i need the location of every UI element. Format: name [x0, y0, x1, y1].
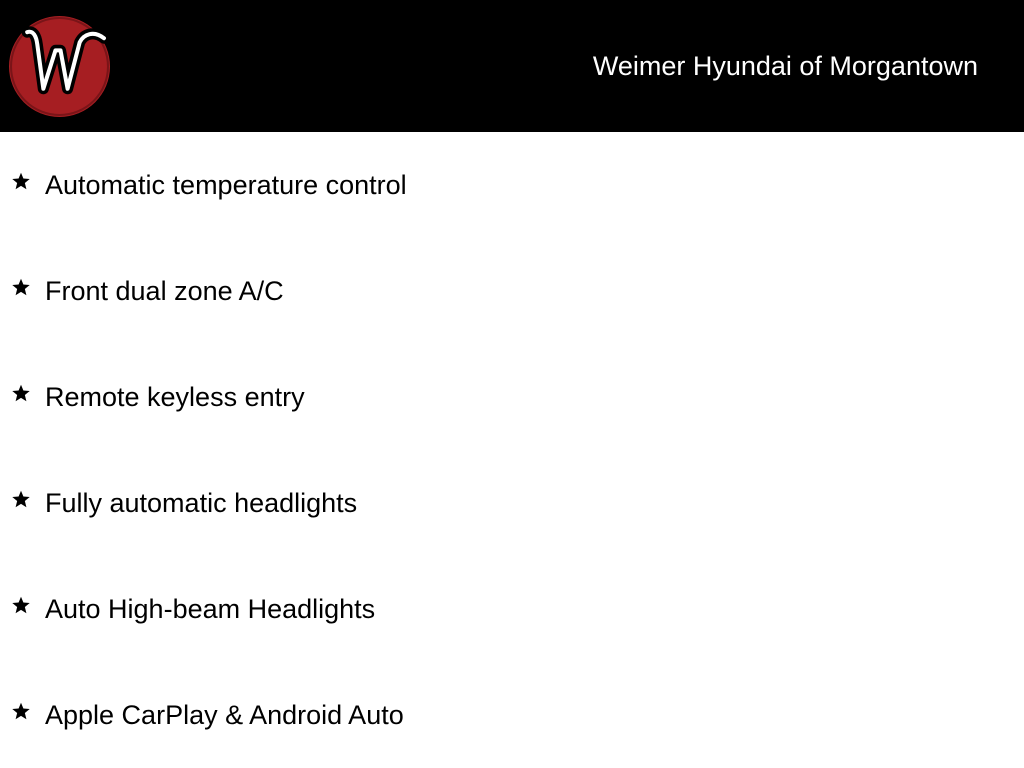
- star-icon: [10, 700, 32, 722]
- feature-label: Auto High-beam Headlights: [45, 594, 376, 624]
- feature-label: Front dual zone A/C: [45, 276, 284, 306]
- star-icon: [10, 488, 32, 510]
- weimer-logo-icon: [9, 16, 110, 117]
- feature-list: [0, 132, 1024, 768]
- feature-label: Fully automatic headlights: [45, 488, 358, 518]
- dealer-name: Weimer Hyundai of Morgantown: [592, 51, 978, 81]
- list-item: [0, 556, 1024, 662]
- feature-label: Remote keyless entry: [45, 382, 305, 412]
- header-bar: [0, 0, 1024, 132]
- list-item: [0, 662, 1024, 768]
- star-icon: [10, 276, 32, 298]
- list-item: [0, 238, 1024, 344]
- feature-label: Apple CarPlay & Android Auto: [45, 700, 404, 730]
- list-item: [0, 450, 1024, 556]
- star-icon: [10, 382, 32, 404]
- list-item: [0, 132, 1024, 238]
- feature-label: Automatic temperature control: [45, 170, 407, 200]
- star-icon: [10, 170, 32, 192]
- list-item: [0, 344, 1024, 450]
- star-icon: [10, 594, 32, 616]
